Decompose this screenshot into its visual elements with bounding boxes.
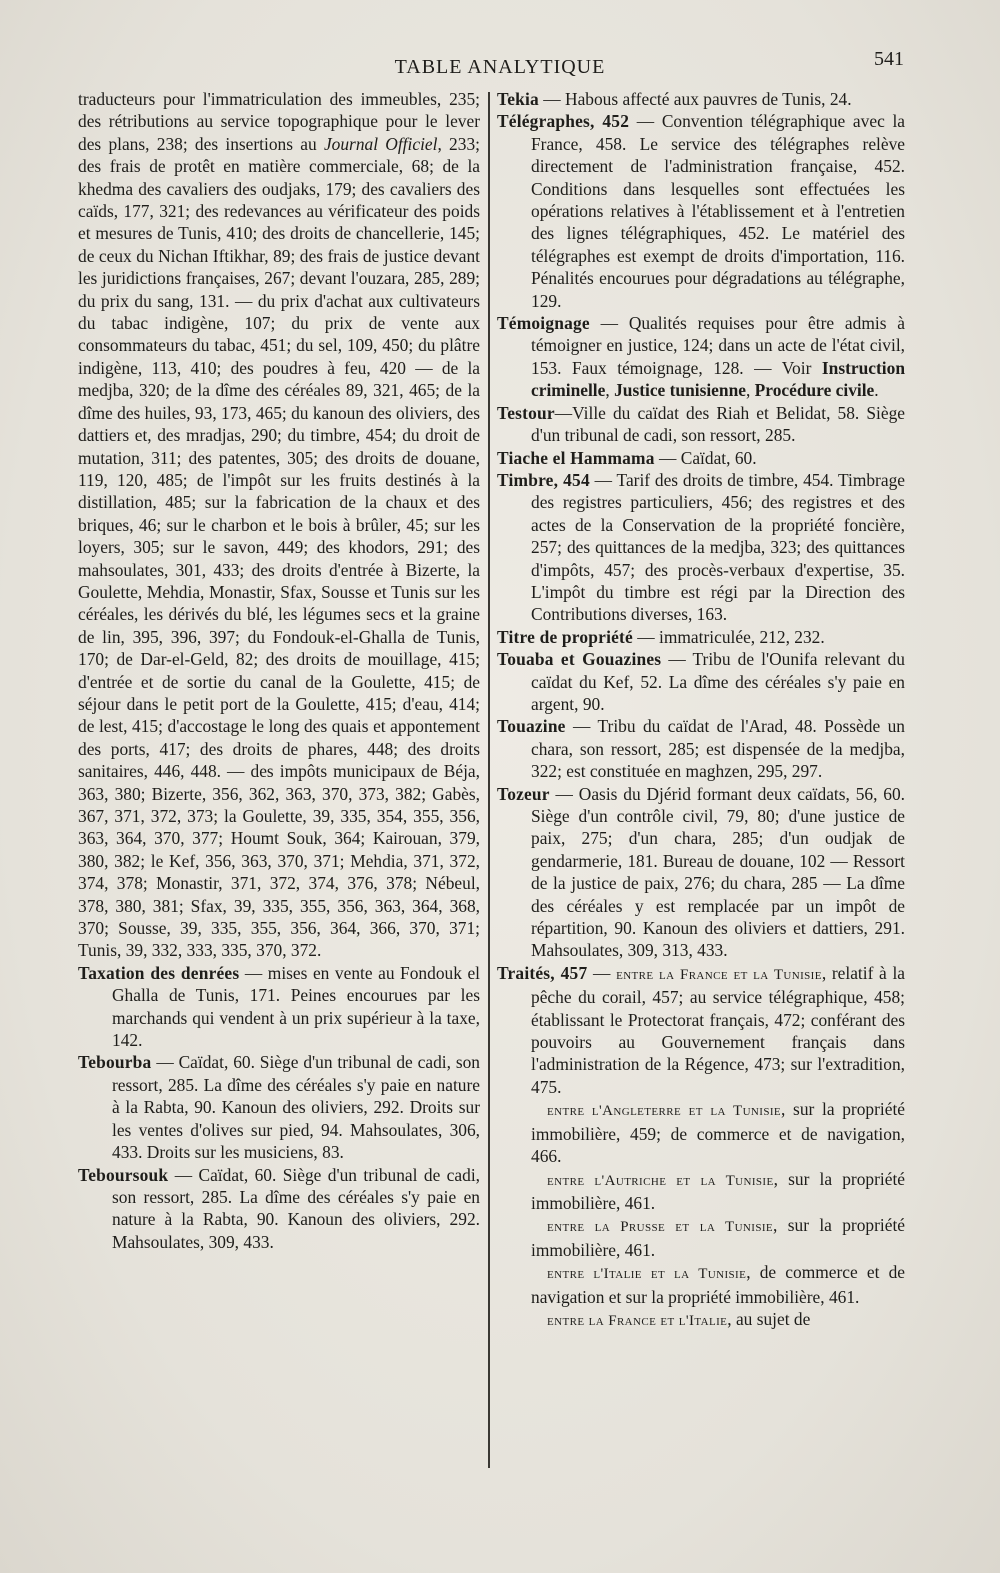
headword: Tekia: [497, 89, 539, 109]
headword: Teboursouk: [78, 1164, 169, 1185]
page-number: 541: [874, 48, 904, 70]
headword: Tozeur: [497, 783, 550, 804]
headword: Timbre, 454: [497, 469, 590, 490]
entry-touazine: Touazine — Tribu du caïdat de l'Arad, 48. Possède un chara, son ressort, 285; est dispensée de la medjba, 322; est constituée en maghzen, 295, 297.: [497, 716, 905, 782]
entry-tiache: Tiache el Hammama — Caïdat, 60.: [497, 447, 757, 468]
entry-teboursouk: Teboursouk — Caïdat, 60. Siège d'un tribunal de cadi, son ressort, 285. La dîme des céréales s'y paie en nature à la Rabta, 90. Kanoun des oliviers, 292. Mahsoulates, 309, 433.: [78, 1164, 480, 1252]
treaty-subentry: entre l'Angleterre et la Tunisie, sur la propriété immobilière, 459; de commerce et de navigation, 466.: [531, 1099, 905, 1167]
see-reference: Justice tunisienne: [614, 380, 746, 401]
headword: Tebourba: [78, 1052, 152, 1073]
entry-tebourba: Tebourba — Caïdat, 60. Siège d'un tribunal de cadi, son ressort, 285. La dîme des céréales s'y paie en nature à la Rabta, 90. Kanoun des oliviers, 292. Droits sur les ventes d'olives sur pied, 94. Mahsoulates, 306, 433. Droits sur les musiciens, 83.: [78, 1052, 480, 1163]
treaty-subentry: entre l'Autriche et la Tunisie, sur la propriété immobilière, 461.: [531, 1168, 906, 1213]
entry-traites: Traités, 457 — entre la France et la Tunisie, relatif à la pêche du corail, 457; au service télégraphique, 458; établissant le Protectorat français, 472; conférant des pouvoirs au Gouvernement français dans l'administration de la Régence, 473; sur l'extradition, 475.: [497, 962, 905, 1097]
continuation-paragraph: traducteurs pour l'immatriculation des immeubles, 235; des rétributions au service topographique pour le lever des plans, 238; des insertions au Journal Officiel, 233; des frais de protêt en matière commerciale, 68; de la khedma des cavaliers des oudjaks, 179; des cavaliers des caïds, 177, 321; des redevances au vérificateur des poids et mesures de Tunis, 410; des droits de chancellerie, 145; de ceux du Nichan Iftikhar, 89; des frais de justice devant les juridictions françaises, 267; devant l'ouzara, 285, 289; du prix du sang, 131. — du prix d'achat aux cultivateurs du tabac indigène, 107; du prix de vente aux consommateurs du tabac, 451; du sel, 109, 450; du plâtre indigène, 113, 410; des poudres à feu, 420 — de la medjba, 320; de la dîme des céréales 89, 321, 465; de la dîme des huiles, 93, 173, 465; du kanoun des oliviers, des dattiers et, des mradjas, 290; du timbre, 454; du droit de mutation, 311; des patentes, 305; des droits de douane, 119, 120, 485; de l'impôt sur les fruits destinés à la distillation, 485; sur la fabrication de la chaux et des briques, 46; sur le charbon et le bois à brûler, 45; sur les loyers, 305; sur le savon, 449; des khodors, 291; des mahsoulates, 301, 433; des droits d'entrée à Bizerte, la Goulette, Mehdia, Monastir, Sfax, Sousse et Tunis sur les céréales, les dérivés du blé, les légumes secs et la graine de lin, 395, 396, 397; du Fondouk-el-Ghalla de Tunis, 170; de Dar-el-Geld, 82; des droits de mouillage, 415; d'entrée et de sortie du canal de la Goulette, 415; de séjour dans le petit port de la Goulette, 415; d'eau, 414; de lest, 415; d'accostage le long des quais et appontement des ports, 417; des droits de phares, 448; des droits sanitaires, 446, 448. — des impôts municipaux de Béja, 363, 380; Bizerte, 356, 362, 363, 370, 373, 382; Gabès, 367, 371, 372, 373; la Goulette, 39, 335, 354, 355, 356, 363, 364, 370, 377; Houmt Souk, 364; Kairouan, 379, 380, 382; le Kef, 356, 363, 370, 371; Mehdia, 371, 372, 374, 378; Monastir, 371, 372, 374, 376, 378; Nébeul, 378, 380, 381; Sfax, 39, 335, 355, 356, 363, 364, 368, 370; Sousse, 39, 335, 355, 356, 364, 366, 370, 371; Tunis, 39, 332, 333, 335, 370, 372.: [78, 89, 480, 961]
treaty-parties: entre la France et la Tunisie: [616, 966, 822, 983]
headword: Testour: [497, 402, 555, 423]
headword: Témoignage: [497, 313, 590, 334]
entry-tekia: Tekia — Habous affecté aux pauvres de Tunis, 24.: [497, 89, 852, 109]
entry-temoignage: Témoignage — Qualités requises pour être admis à témoigner en justice, 124; dans un acte de l'état civil, 153. Faux témoignage, 128. — Voir Instruction criminelle, Justice tunisienne, Procédure civile.: [497, 313, 905, 401]
headword: Taxation des denrées: [78, 962, 240, 983]
headword: Télégraphes, 452: [497, 111, 630, 132]
column-divider: [488, 92, 490, 1468]
treaty-parties: entre l'Autriche et la Tunisie: [547, 1172, 774, 1189]
entry-taxation: Taxation des denrées — mises en vente au Fondouk el Ghalla de Tunis, 171. Peines encourues par les marchands qui vendent à un prix supérieur à la taxe, 142.: [78, 962, 480, 1051]
see-reference: Instruction criminelle: [531, 357, 905, 401]
treaty-subentry: entre la France et l'Italie, au sujet de: [547, 1308, 811, 1329]
headword: Tiache el Hammama: [497, 447, 655, 468]
running-title: TABLE ANALYTIQUE: [394, 56, 606, 78]
entry-telegraphes: Télégraphes, 452 — Convention télégraphique avec la France, 458. Le service des télégraphes relève directement de l'administration française, 452. Conditions dans lesquelles sont effectuées les opérations relatives à l'établissement et à l'entretien des lignes télégraphiques, 452. Le matériel des télégraphes est exempt de droits d'importation, 116. Pénalités encourues pour dégradations au télégraphe, 129.: [497, 111, 905, 311]
treaty-parties: entre la Prusse et la Tunisie: [547, 1219, 774, 1236]
entry-testour: Testour—Ville du caïdat des Riah et Belidat, 58. Siège d'un tribunal de cadi, son ressort, 285.: [497, 402, 905, 446]
treaty-subentry: entre la Prusse et la Tunisie, sur la propriété immobilière, 461.: [531, 1215, 905, 1260]
entry-touaba: Touaba et Gouazines — Tribu de l'Ounifa relevant du caïdat du Kef, 52. La dîme des céréales s'y paie en argent, 90.: [497, 649, 905, 714]
treaty-subentry: entre l'Italie et la Tunisie, de commerce et de navigation et sur la propriété immobilière, 461.: [531, 1262, 905, 1307]
entry-tozeur: Tozeur — Oasis du Djérid formant deux caïdats, 56, 60. Siège d'un contrôle civil, 79, 80; d'une justice de paix, 275; d'un chara, 285; d'un oudjak de gendarmerie, 181. Bureau de douane, 102 — Ressort de la justice de paix, 276; du chara, 285 — La dîme des céréales y est remplacée par un impôt de répartition, 90. Kanoun des oliviers et dattiers, 291. Mahsoulates, 309, 313, 433.: [497, 783, 905, 961]
treaty-parties: entre l'Angleterre et la Tunisie: [547, 1103, 782, 1120]
headword: Touaba et Gouazines: [497, 649, 662, 670]
headword: Titre de propriété: [497, 626, 633, 647]
treaty-parties: entre la France et l'Italie: [547, 1312, 728, 1329]
right-column: [497, 88, 905, 1332]
see-reference: Procédure civile: [754, 380, 875, 401]
entry-timbre: Timbre, 454 — Tarif des droits de timbre, 454. Timbrage des registres particuliers, 456; des registres et des actes de la Conservation de la propriété foncière, 257; des quittances de la medjba, 323; des quittances d'impôts, 457; des procès-verbaux d'expertise, 35. L'impôt du timbre est régi par la Direction des Contributions diverses, 163.: [497, 469, 905, 625]
entry-titre: Titre de propriété — immatriculée, 212, 232.: [497, 626, 825, 647]
headword: Touazine: [497, 716, 566, 737]
headword: Traités, 457: [497, 962, 588, 983]
left-column: [78, 88, 480, 1253]
treaty-parties: entre l'Italie et la Tunisie: [547, 1266, 747, 1283]
